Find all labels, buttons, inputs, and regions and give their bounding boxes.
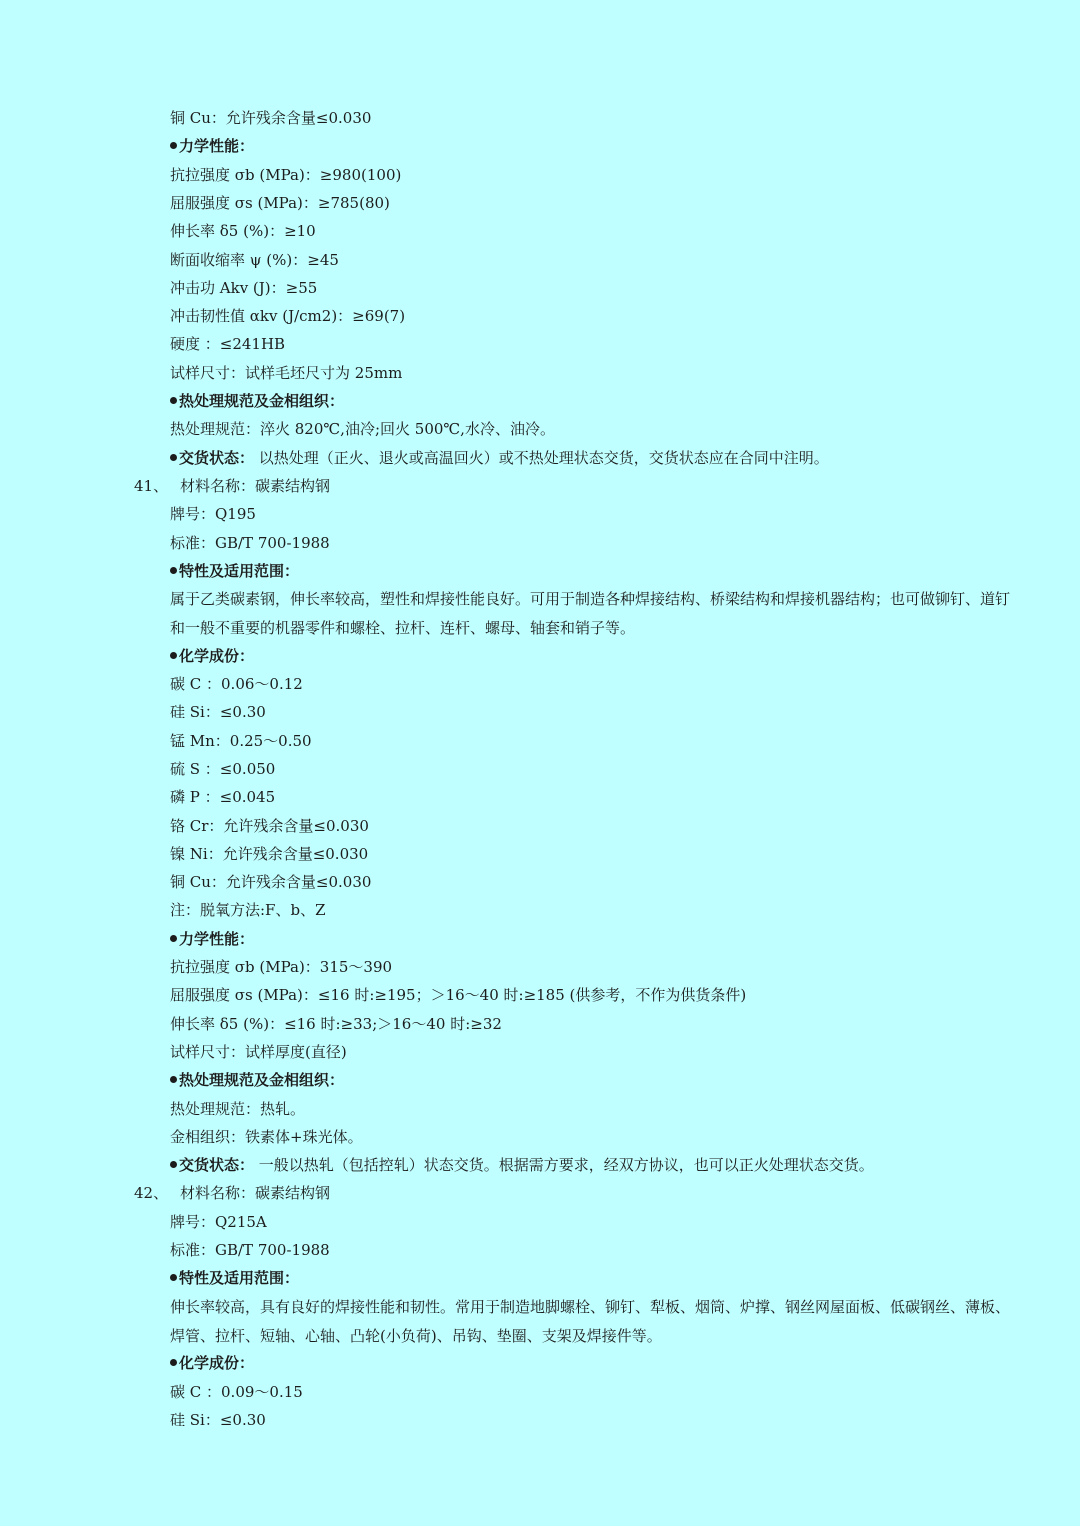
item-number: 41、 [134,477,169,495]
section-heading [170,136,254,156]
text-line: 铜 Cu：允许残余含量≤0.030 [170,109,372,127]
bullet-icon [170,454,177,461]
section-heading-label: 特性及适用范围： [179,562,300,580]
text-line: 伸长率 δ5 (%)：≥10 [170,222,316,240]
text-line: 抗拉强度 σb (MPa)：≥980(100) [170,166,402,184]
bullet-icon [170,142,177,149]
section-heading [170,1268,299,1288]
text-line: 伸长率 δ5 (%)：≤16 时:≥33;＞16～40 时:≥32 [170,1015,502,1033]
text-line: 铬 Cr：允许残余含量≤0.030 [170,817,369,835]
section-heading-label: 特性及适用范围： [179,1269,300,1287]
section-heading-label: 化学成份： [179,647,255,665]
text-line: 屈服强度 σs (MPa)：≤16 时:≥195；＞16～40 时:≥185 (供参考，不作为供货条件) [170,986,747,1004]
item-number: 42、 [134,1184,169,1202]
bullet-icon [170,1076,177,1083]
bullet-icon [170,1274,177,1281]
description-paragraph: 属于乙类碳素钢，伸长率较高，塑性和焊接性能良好。可用于制造各种焊接结构、桥梁结构和焊接机器结构；也可做铆钉、道钉和一般不重要的机器零件和螺栓、拉杆、连杆、螺母、轴套和销子等。 [170,590,1011,637]
text-line: 铜 Cu：允许残余含量≤0.030 [170,873,372,891]
bullet-icon [170,1359,177,1366]
description-paragraph: 伸长率较高，具有良好的焊接性能和韧性。常用于制造地脚螺栓、铆钉、犁板、烟筒、炉撑、钢丝网屋面板、低碳钢丝、薄板、焊管、拉杆、短轴、心轴、凸轮(小负荷)、吊钩、垫圈、支架及焊接件等。 [170,1298,1011,1345]
text-line: 镍 Ni：允许残余含量≤0.030 [170,845,369,863]
section-text: 一般以热轧（包括控轧）状态交货。根据需方要求，经双方协议，也可以正火处理状态交货。 [254,1156,874,1174]
item-title: 材料名称：碳素结构钢 [180,1184,331,1202]
section-text: 以热处理（正火、退火或高温回火）或不热处理状态交货，交货状态应在合同中注明。 [254,449,829,467]
text-line: 抗拉强度 σb (MPa)：315～390 [170,958,393,976]
section-heading [170,1070,344,1090]
delivery-state-line [170,1155,874,1175]
text-line: 冲击功 Akv (J)：≥55 [170,279,318,297]
text-line: 注：脱氧方法:F、b、Z [170,901,326,919]
numbered-item [134,1183,330,1203]
section-heading [170,561,299,581]
bullet-icon [170,567,177,574]
bullet-icon [170,397,177,404]
section-heading-label: 力学性能： [179,930,255,948]
section-heading-label: 力学性能： [179,137,255,155]
section-heading [170,391,344,411]
section-heading-label: 化学成份： [179,1354,255,1372]
section-heading [170,1353,254,1373]
section-heading-label: 交货状态： [179,1156,255,1174]
text-line: 热处理规范：热轧。 [170,1100,306,1118]
section-heading [170,929,254,949]
text-line: 碳 C ：0.09～0.15 [170,1383,303,1401]
text-line: 硅 Si：≤0.30 [170,1411,266,1429]
text-line: 冲击韧性值 αkv (J/cm2)：≥69(7) [170,307,406,325]
text-line: 热处理规范：淬火 820℃,油冷;回火 500℃,水冷、油冷。 [170,420,555,438]
section-heading-label: 热处理规范及金相组织： [179,392,345,410]
item-title: 材料名称：碳素结构钢 [180,477,331,495]
text-line: 断面收缩率 ψ (%)：≥45 [170,251,339,269]
text-line: 标准：GB/T 700-1988 [170,1241,330,1259]
text-line: 硫 S ：≤0.050 [170,760,276,778]
bullet-icon [170,935,177,942]
bullet-icon [170,652,177,659]
text-line: 牌号：Q195 [170,505,256,523]
text-line: 硅 Si：≤0.30 [170,703,266,721]
section-heading [170,646,254,666]
section-heading-label: 交货状态： [179,449,255,467]
delivery-state-line [170,448,829,468]
text-line: 试样尺寸：试样厚度(直径) [170,1043,347,1061]
numbered-item [134,476,330,496]
text-line: 磷 P ：≤0.045 [170,788,276,806]
text-line: 标准：GB/T 700-1988 [170,534,330,552]
text-line: 硬度 ：≤241HB [170,335,286,353]
text-line: 碳 C ：0.06～0.12 [170,675,303,693]
text-line: 锰 Mn：0.25～0.50 [170,732,312,750]
text-line: 试样尺寸：试样毛坯尺寸为 25mm [170,364,403,382]
text-line: 金相组织：铁素体+珠光体。 [170,1128,363,1146]
bullet-icon [170,1161,177,1168]
section-heading-label: 热处理规范及金相组织： [179,1071,345,1089]
text-line: 屈服强度 σs (MPa)：≥785(80) [170,194,390,212]
text-line: 牌号：Q215A [170,1213,267,1231]
